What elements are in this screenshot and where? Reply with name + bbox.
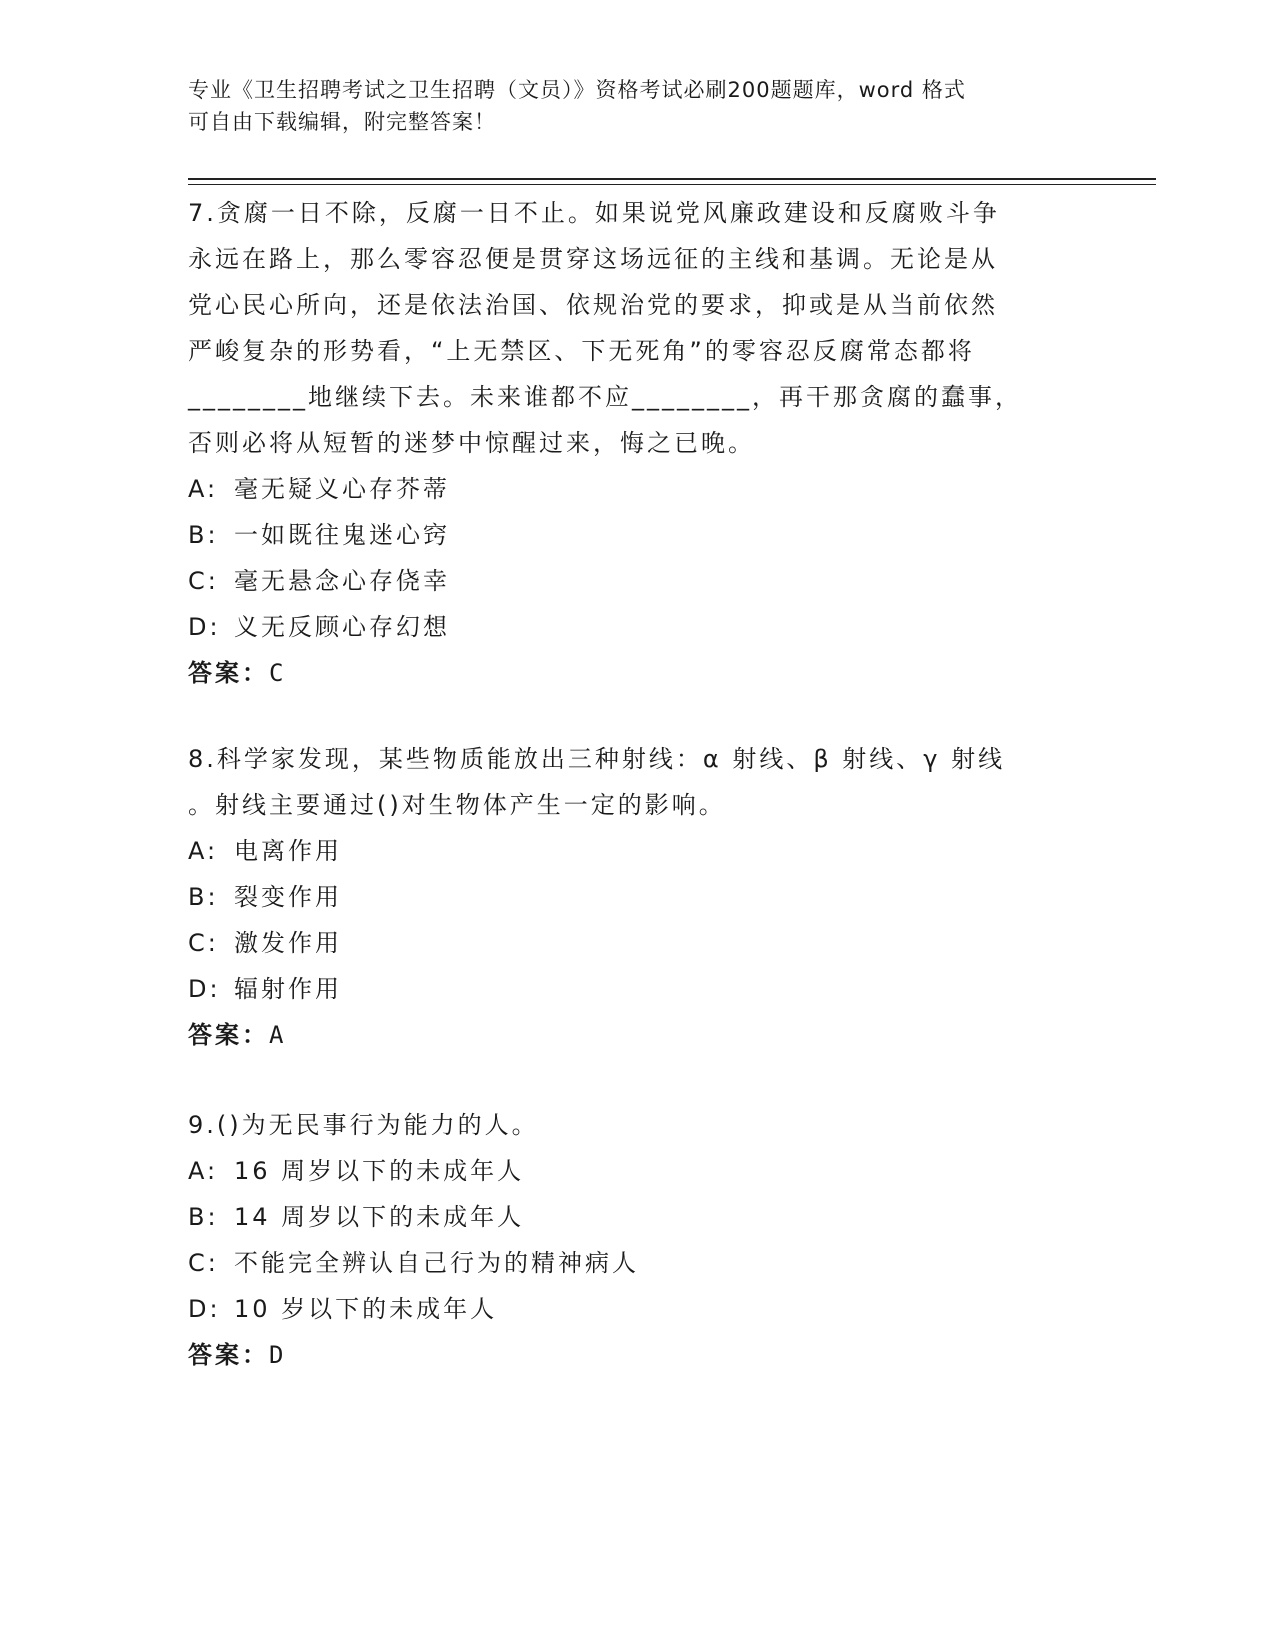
- question-stem-line: 8.科学家发现，某些物质能放出三种射线：α 射线、β 射线、γ 射线: [188, 745, 1006, 773]
- question-stem-line: 严峻复杂的形势看，“上无禁区、下无死角”的零容忍反腐常态都将: [188, 337, 975, 365]
- answer-line: [188, 650, 1088, 696]
- option-key: B:: [188, 883, 219, 911]
- option-key: A:: [188, 1157, 219, 1185]
- option-key: D:: [188, 975, 221, 1003]
- option-text: 辐射作用: [234, 975, 342, 1003]
- option-text: 14 周岁以下的未成年人: [234, 1203, 525, 1231]
- option-text: 激发作用: [234, 929, 342, 957]
- option-c: [188, 1240, 1088, 1286]
- option-text: 毫无疑义心存芥蒂: [234, 475, 450, 503]
- question-stem-line: 永远在路上，那么零容忍便是贯穿这场远征的主线和基调。无论是从: [188, 245, 998, 273]
- question-stem-line: 7.贪腐一日不除，反腐一日不止。如果说党风廉政建设和反腐败斗争: [188, 199, 1000, 227]
- option-b: [188, 1194, 1088, 1240]
- header-line-2: 可自由下载编辑，附完整答案！: [188, 110, 496, 134]
- option-key: C:: [188, 929, 219, 957]
- header-line-1: 专业《卫生招聘考试之卫生招聘（文员）》资格考试必刷200题题库，word 格式: [188, 78, 966, 102]
- answer-label: 答案：: [188, 659, 269, 687]
- option-key: A:: [188, 475, 219, 503]
- option-key: B:: [188, 1203, 219, 1231]
- option-text: 16 周岁以下的未成年人: [234, 1157, 525, 1185]
- question-stem-line: 党心民心所向，还是依法治国、依规治党的要求，抑或是从当前依然: [188, 291, 998, 319]
- header-divider-thin: [188, 184, 1156, 185]
- option-text: 电离作用: [234, 837, 342, 865]
- option-key: C:: [188, 567, 219, 595]
- question-8: [188, 736, 1088, 1058]
- option-c: [188, 558, 1088, 604]
- header-divider-thick: [188, 178, 1156, 180]
- option-a: [188, 1148, 1088, 1194]
- option-key: A:: [188, 837, 219, 865]
- document-header: [188, 74, 1068, 138]
- question-9: [188, 1102, 1088, 1378]
- option-b: [188, 512, 1088, 558]
- answer-line: [188, 1332, 1088, 1378]
- answer-label: 答案：: [188, 1341, 269, 1369]
- answer-value: A: [269, 1021, 287, 1049]
- answer-value: C: [269, 659, 287, 687]
- option-key: B:: [188, 521, 219, 549]
- option-text: 义无反顾心存幻想: [234, 613, 450, 641]
- answer-line: [188, 1012, 1088, 1058]
- question-stem-line: 。射线主要通过()对生物体产生一定的影响。: [188, 791, 726, 819]
- option-b: [188, 874, 1088, 920]
- answer-value: D: [269, 1341, 287, 1369]
- option-text: 裂变作用: [234, 883, 342, 911]
- option-a: [188, 828, 1088, 874]
- option-d: [188, 604, 1088, 650]
- question-7: [188, 190, 1088, 696]
- option-a: [188, 466, 1088, 512]
- question-stem-line: ________地继续下去。未来谁都不应________，再干那贪腐的蠢事，: [188, 383, 1022, 411]
- option-text: 毫无悬念心存侥幸: [234, 567, 450, 595]
- option-text: 10 岁以下的未成年人: [234, 1295, 498, 1323]
- answer-label: 答案：: [188, 1021, 269, 1049]
- option-d: [188, 966, 1088, 1012]
- option-key: C:: [188, 1249, 219, 1277]
- option-text: 不能完全辨认自己行为的精神病人: [234, 1249, 639, 1277]
- option-c: [188, 920, 1088, 966]
- option-d: [188, 1286, 1088, 1332]
- option-key: D:: [188, 613, 221, 641]
- question-stem-line: 否则必将从短暂的迷梦中惊醒过来，悔之已晚。: [188, 429, 755, 457]
- option-text: 一如既往鬼迷心窍: [234, 521, 450, 549]
- option-key: D:: [188, 1295, 221, 1323]
- question-stem-line: 9.()为无民事行为能力的人。: [188, 1111, 539, 1139]
